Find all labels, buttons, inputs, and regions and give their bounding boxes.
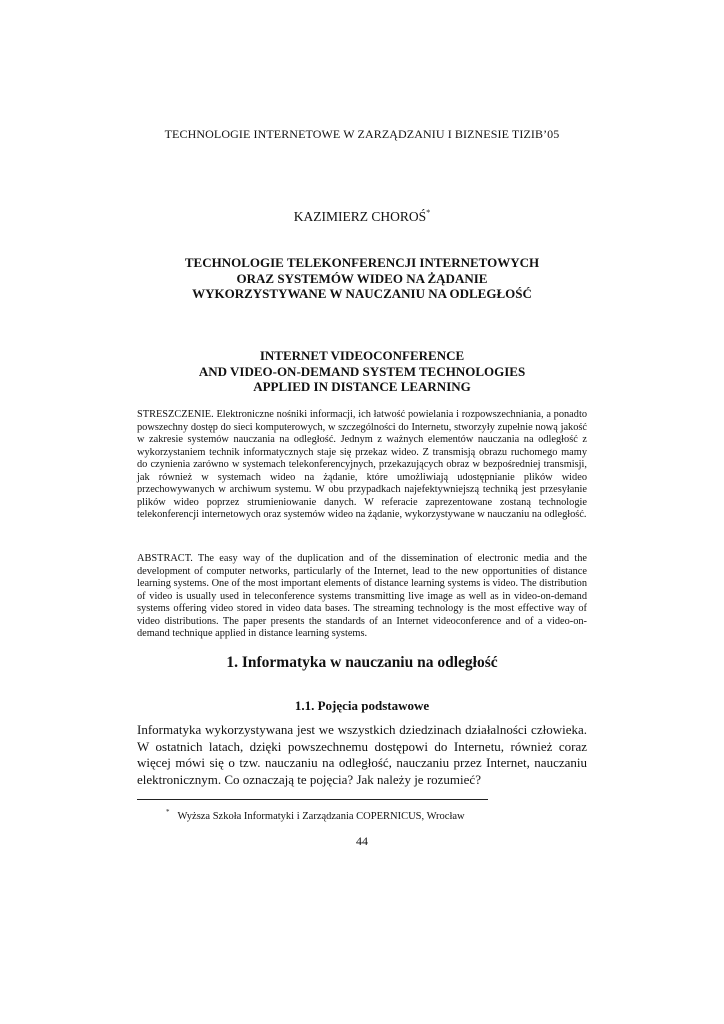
footnote-divider bbox=[137, 799, 488, 800]
title-english-line: AND VIDEO-ON-DEMAND SYSTEM TECHNOLOGIES bbox=[198, 363, 526, 379]
title-polish bbox=[0, 255, 724, 302]
title-english bbox=[0, 348, 724, 395]
footnote bbox=[166, 808, 465, 822]
title-english-line: APPLIED IN DISTANCE LEARNING bbox=[253, 379, 471, 395]
page-number: 44 bbox=[356, 834, 368, 848]
title-polish-line: WYKORZYSTYWANE W NAUCZANIU NA ODLEGŁOŚĆ bbox=[192, 286, 532, 302]
author-name bbox=[0, 208, 724, 225]
abstract-english: ABSTRACT. The easy way of the duplication and of the dissemination of electronic media and the development of computer networks, particularly of the Internet, lead to the new opportunities of distance learning systems. One of the most important elements of distance learning systems is video. The distribution of video is usually used in teleconference systems transmitting live image as well as in video-on-demand systems offering video stored in video data bases. The streaming technology is the most effective way of video distributions. The paper presents the standards of an Internet videoconference and of a video-on-demand technique applied in distance learning systems. bbox=[137, 553, 587, 639]
footnote-mark: * bbox=[166, 808, 170, 816]
subsection-heading: 1.1. Pojęcia podstawowe bbox=[294, 698, 430, 713]
body-paragraph: Informatyka wykorzystywana jest we wszystkich dziedzinach działalności człowieka. W ostatnich latach, dzięki powszechnemu dostępowi do Internetu, również coraz więcej mówi się o tzw. nauczaniu na odległość, nauczaniu przez Internet, nauczaniu elektronicznym. Co oznaczają te pojęcia? Jak należy je rozumieć? bbox=[137, 722, 587, 787]
running-header: TECHNOLOGIE INTERNETOWE W ZARZĄDZANIU I BIZNESIE TIZIB’05 bbox=[164, 127, 560, 141]
title-polish-line: TECHNOLOGIE TELEKONFERENCJI INTERNETOWYCH bbox=[184, 255, 540, 270]
title-english-line: INTERNET VIDEOCONFERENCE bbox=[259, 348, 465, 363]
section-heading: 1. Informatyka w nauczaniu na odległość bbox=[226, 654, 498, 671]
footnote-text: Wyższa Szkoła Informatyki i Zarządzania COPERNICUS, Wrocław bbox=[177, 811, 465, 822]
author-name-text: KAZIMIERZ CHOROŚ bbox=[293, 209, 427, 224]
author-footnote-mark: * bbox=[426, 208, 431, 217]
abstract-polish: STRESZCZENIE. Elektroniczne nośniki informacji, ich łatwość powielania i rozpowszechniania, a ponadto powszechny dostęp do sieci komputerowych, w szczególności do Internetu, stworzyły zupełnie nową jakość w zakresie systemów nauczania na odległość. Jednym z ważnych elementów nauczania na odległość z wykorzystaniem technik informatycznych staje się przekaz wideo. Z transmisją obrazu ruchomego mamy do czynienia zarówno w systemach telekonferencyjnych, przekazujących obraz w bezpośredniej transmisji, jak również w systemach wideo na żądanie, które umożliwiają udostępnianie plików wideo przechowywanych w archiwum systemu. W obu przypadkach najefektywniejszą techniką jest przesyłanie plików wideo poprzez strumieniowanie danych. W referacie zaprezentowane zostaną technologie telekonferencji internetowych oraz systemów wideo na żądanie, wykorzystywane w nauczaniu na odległość. bbox=[137, 409, 587, 520]
title-polish-line: ORAZ SYSTEMÓW WIDEO NA ŻĄDANIE bbox=[236, 270, 488, 286]
